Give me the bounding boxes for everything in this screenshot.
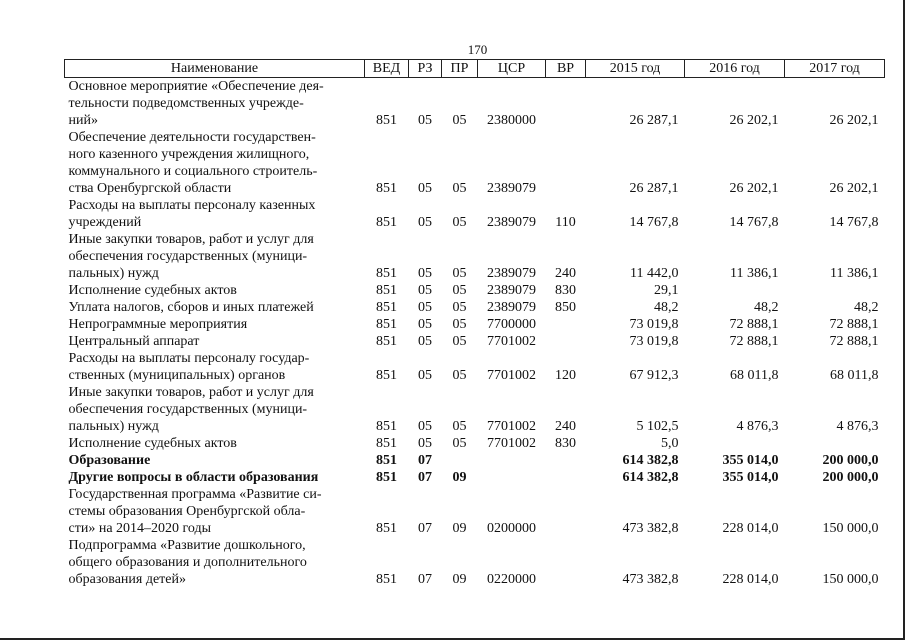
cell-pr: 09 <box>452 572 467 587</box>
cell-y2017: 14 767,8 <box>829 215 879 230</box>
cell-y2016 <box>685 435 785 452</box>
cell-rz: 07 <box>418 453 432 468</box>
cell-rz: 05 <box>418 317 432 332</box>
row-name-line: Иные закупки товаров, работ и услуг для <box>68 232 314 247</box>
cell-vr <box>546 452 586 469</box>
row-name <box>65 197 365 231</box>
cell-rz: 05 <box>418 368 432 383</box>
cell-csr: 7700000 <box>487 317 536 332</box>
row-name-line: обеспечения государственных (муници- <box>68 402 308 417</box>
row-name-line: ного казенного учреждения жилищного, <box>68 147 310 162</box>
row-name <box>65 78 365 130</box>
cell-ved: 851 <box>376 317 397 332</box>
row-name-line: Расходы на выплаты персоналу государ- <box>68 351 310 366</box>
budget-table <box>64 59 885 588</box>
cell-y2016: 72 888,1 <box>729 317 779 332</box>
cell-rz: 07 <box>418 470 432 485</box>
cell-y2015: 11 442,0 <box>630 266 679 281</box>
cell-y2016: 72 888,1 <box>729 334 779 349</box>
row-name-line: пальных) нужд <box>68 266 159 281</box>
cell-ved: 851 <box>376 419 397 434</box>
cell-y2015: 614 382,8 <box>622 470 679 485</box>
header-vr: ВР <box>546 60 586 78</box>
header-2015: 2015 год <box>586 60 685 78</box>
table-row <box>65 231 885 282</box>
table-body <box>65 78 885 589</box>
cell-csr: 2389079 <box>487 283 536 298</box>
cell-y2017: 4 876,3 <box>836 419 879 434</box>
cell-y2015: 473 382,8 <box>622 572 679 587</box>
cell-pr: 05 <box>452 317 467 332</box>
table-row <box>65 384 885 435</box>
cell-rz: 05 <box>418 181 432 196</box>
cell-vr: 240 <box>555 266 576 281</box>
cell-y2015: 5 102,5 <box>636 419 679 434</box>
cell-y2015: 48,2 <box>654 300 679 315</box>
cell-y2015: 473 382,8 <box>622 521 679 536</box>
cell-ved: 851 <box>376 215 397 230</box>
row-name <box>65 486 365 537</box>
row-name-line: обеспечения государственных (муници- <box>68 249 308 264</box>
cell-ved: 851 <box>376 334 397 349</box>
cell-pr: 05 <box>452 300 467 315</box>
row-name <box>65 282 365 299</box>
row-name-line: Непрограммные мероприятия <box>68 317 248 332</box>
header-2016: 2016 год <box>685 60 785 78</box>
row-name-line: Центральный аппарат <box>68 334 200 349</box>
cell-y2017: 72 888,1 <box>829 334 879 349</box>
row-name <box>65 231 365 282</box>
cell-vr <box>546 316 586 333</box>
table-row <box>65 452 885 469</box>
cell-vr: 830 <box>555 283 576 298</box>
cell-y2017: 200 000,0 <box>822 453 879 468</box>
cell-y2016: 228 014,0 <box>722 521 779 536</box>
cell-y2017: 48,2 <box>854 300 879 315</box>
cell-csr <box>478 469 546 486</box>
cell-csr: 2389079 <box>487 266 536 281</box>
cell-rz: 05 <box>418 266 432 281</box>
row-name-line: Подпрограмма «Развитие дошкольного, <box>68 538 306 553</box>
cell-y2016: 48,2 <box>754 300 779 315</box>
table-row <box>65 350 885 384</box>
table-row <box>65 537 885 588</box>
cell-y2015: 73 019,8 <box>629 334 679 349</box>
cell-y2015: 14 767,8 <box>629 215 679 230</box>
row-name <box>65 435 365 452</box>
header-ved: ВЕД <box>365 60 409 78</box>
cell-y2015: 29,1 <box>654 283 679 298</box>
row-name-line: общего образования и дополнительного <box>68 555 307 570</box>
cell-pr <box>442 452 478 469</box>
row-name-line: Государственная программа «Развитие си- <box>68 487 322 502</box>
cell-ved: 851 <box>376 266 397 281</box>
cell-rz: 07 <box>418 521 432 536</box>
row-name-line: тельности подведомственных учрежде- <box>68 96 304 111</box>
cell-csr: 7701002 <box>487 368 536 383</box>
row-name-line: Уплата налогов, сборов и иных платежей <box>68 300 314 315</box>
cell-pr: 05 <box>452 436 467 451</box>
table-row <box>65 435 885 452</box>
cell-ved: 851 <box>376 470 397 485</box>
cell-y2015: 26 287,1 <box>629 113 679 128</box>
cell-rz: 05 <box>418 300 432 315</box>
cell-pr: 05 <box>452 181 467 196</box>
cell-csr: 2389079 <box>487 215 536 230</box>
table-row <box>65 197 885 231</box>
cell-y2017 <box>785 282 885 299</box>
row-name-line: Обеспечение деятельности государствен- <box>68 130 316 145</box>
cell-y2016: 228 014,0 <box>722 572 779 587</box>
cell-y2016: 14 767,8 <box>729 215 779 230</box>
cell-csr <box>478 452 546 469</box>
cell-rz: 05 <box>418 215 432 230</box>
cell-vr <box>546 537 586 588</box>
table-row <box>65 78 885 130</box>
row-name <box>65 452 365 469</box>
cell-vr <box>546 333 586 350</box>
cell-y2016: 68 011,8 <box>730 368 779 383</box>
cell-csr: 2380000 <box>487 113 536 128</box>
row-name-line: сти» на 2014–2020 годы <box>68 521 212 536</box>
row-name <box>65 129 365 197</box>
cell-y2015: 73 019,8 <box>629 317 679 332</box>
cell-y2017: 72 888,1 <box>829 317 879 332</box>
table-header-row <box>65 60 885 78</box>
row-name-line: образования детей» <box>68 572 187 587</box>
cell-y2017: 68 011,8 <box>830 368 879 383</box>
cell-vr: 830 <box>555 436 576 451</box>
cell-y2017: 26 202,1 <box>829 181 879 196</box>
cell-vr <box>546 129 586 197</box>
cell-csr: 0220000 <box>487 572 536 587</box>
row-name-line: Основное мероприятие «Обеспечение дея- <box>68 79 324 94</box>
table-row <box>65 282 885 299</box>
cell-y2016: 355 014,0 <box>722 453 779 468</box>
cell-y2016: 4 876,3 <box>736 419 779 434</box>
cell-y2017 <box>785 435 885 452</box>
cell-rz: 07 <box>418 572 432 587</box>
page-number: 170 <box>467 42 488 57</box>
row-name-line: пальных) нужд <box>68 419 159 434</box>
row-name-line: Иные закупки товаров, работ и услуг для <box>68 385 314 400</box>
cell-ved: 851 <box>376 181 397 196</box>
cell-y2017: 150 000,0 <box>822 572 879 587</box>
row-name <box>65 350 365 384</box>
cell-csr: 2389079 <box>487 300 536 315</box>
cell-y2016: 26 202,1 <box>729 113 779 128</box>
cell-ved: 851 <box>376 521 397 536</box>
row-name <box>65 333 365 350</box>
cell-y2017: 150 000,0 <box>822 521 879 536</box>
cell-rz: 05 <box>418 334 432 349</box>
table-row <box>65 299 885 316</box>
cell-y2016: 355 014,0 <box>722 470 779 485</box>
cell-pr: 05 <box>452 113 467 128</box>
cell-csr: 0200000 <box>487 521 536 536</box>
row-name-line: Другие вопросы в области образования <box>68 470 319 485</box>
cell-vr: 850 <box>555 300 576 315</box>
table-row <box>65 129 885 197</box>
cell-pr: 05 <box>452 283 467 298</box>
table-row <box>65 316 885 333</box>
header-rz: РЗ <box>409 60 442 78</box>
header-name: Наименование <box>65 60 365 78</box>
cell-y2016 <box>685 282 785 299</box>
cell-rz: 05 <box>418 419 432 434</box>
cell-y2015: 614 382,8 <box>622 453 679 468</box>
cell-pr: 05 <box>452 334 467 349</box>
cell-ved: 851 <box>376 368 397 383</box>
cell-vr: 120 <box>555 368 576 383</box>
row-name-line: стемы образования Оренбургской обла- <box>68 504 306 519</box>
cell-csr: 7701002 <box>487 419 536 434</box>
row-name-line: учреждений <box>68 215 142 230</box>
cell-pr: 09 <box>452 521 467 536</box>
table-row <box>65 469 885 486</box>
cell-vr <box>546 78 586 130</box>
cell-ved: 851 <box>376 300 397 315</box>
cell-rz: 05 <box>418 113 432 128</box>
cell-y2015: 5,0 <box>661 436 679 451</box>
cell-ved: 851 <box>376 436 397 451</box>
cell-y2017: 11 386,1 <box>830 266 879 281</box>
cell-pr: 05 <box>452 368 467 383</box>
row-name-line: ства Оренбургской области <box>68 181 232 196</box>
row-name-line: Исполнение судебных актов <box>68 436 237 451</box>
cell-y2016: 11 386,1 <box>730 266 779 281</box>
row-name-line: Расходы на выплаты персоналу казенных <box>68 198 316 213</box>
cell-ved: 851 <box>376 113 397 128</box>
cell-y2016: 26 202,1 <box>729 181 779 196</box>
cell-ved: 851 <box>376 283 397 298</box>
cell-vr: 240 <box>555 419 576 434</box>
cell-vr <box>546 486 586 537</box>
cell-pr: 09 <box>452 470 467 485</box>
cell-y2015: 67 912,3 <box>629 368 679 383</box>
cell-vr <box>546 469 586 486</box>
header-csr: ЦСР <box>478 60 546 78</box>
cell-pr: 05 <box>452 419 467 434</box>
cell-pr: 05 <box>452 266 467 281</box>
cell-rz: 05 <box>418 436 432 451</box>
header-pr: ПР <box>442 60 478 78</box>
row-name <box>65 384 365 435</box>
cell-vr: 110 <box>555 215 576 230</box>
table-row <box>65 486 885 537</box>
cell-y2017: 200 000,0 <box>822 470 879 485</box>
table-row <box>65 333 885 350</box>
cell-ved: 851 <box>376 572 397 587</box>
row-name-line: Образование <box>68 453 151 468</box>
cell-csr: 7701002 <box>487 436 536 451</box>
cell-rz: 05 <box>418 283 432 298</box>
row-name-line: ний» <box>68 113 98 128</box>
cell-y2017: 26 202,1 <box>829 113 879 128</box>
row-name-line: ственных (муниципальных) органов <box>68 368 286 383</box>
cell-ved: 851 <box>376 453 397 468</box>
row-name-line: Исполнение судебных актов <box>68 283 237 298</box>
row-name <box>65 299 365 316</box>
cell-pr: 05 <box>452 215 467 230</box>
row-name <box>65 537 365 588</box>
cell-csr: 2389079 <box>487 181 536 196</box>
cell-y2015: 26 287,1 <box>629 181 679 196</box>
cell-csr: 7701002 <box>487 334 536 349</box>
header-2017: 2017 год <box>785 60 885 78</box>
row-name <box>65 469 365 486</box>
row-name <box>65 316 365 333</box>
row-name-line: коммунального и социального строитель- <box>68 164 318 179</box>
